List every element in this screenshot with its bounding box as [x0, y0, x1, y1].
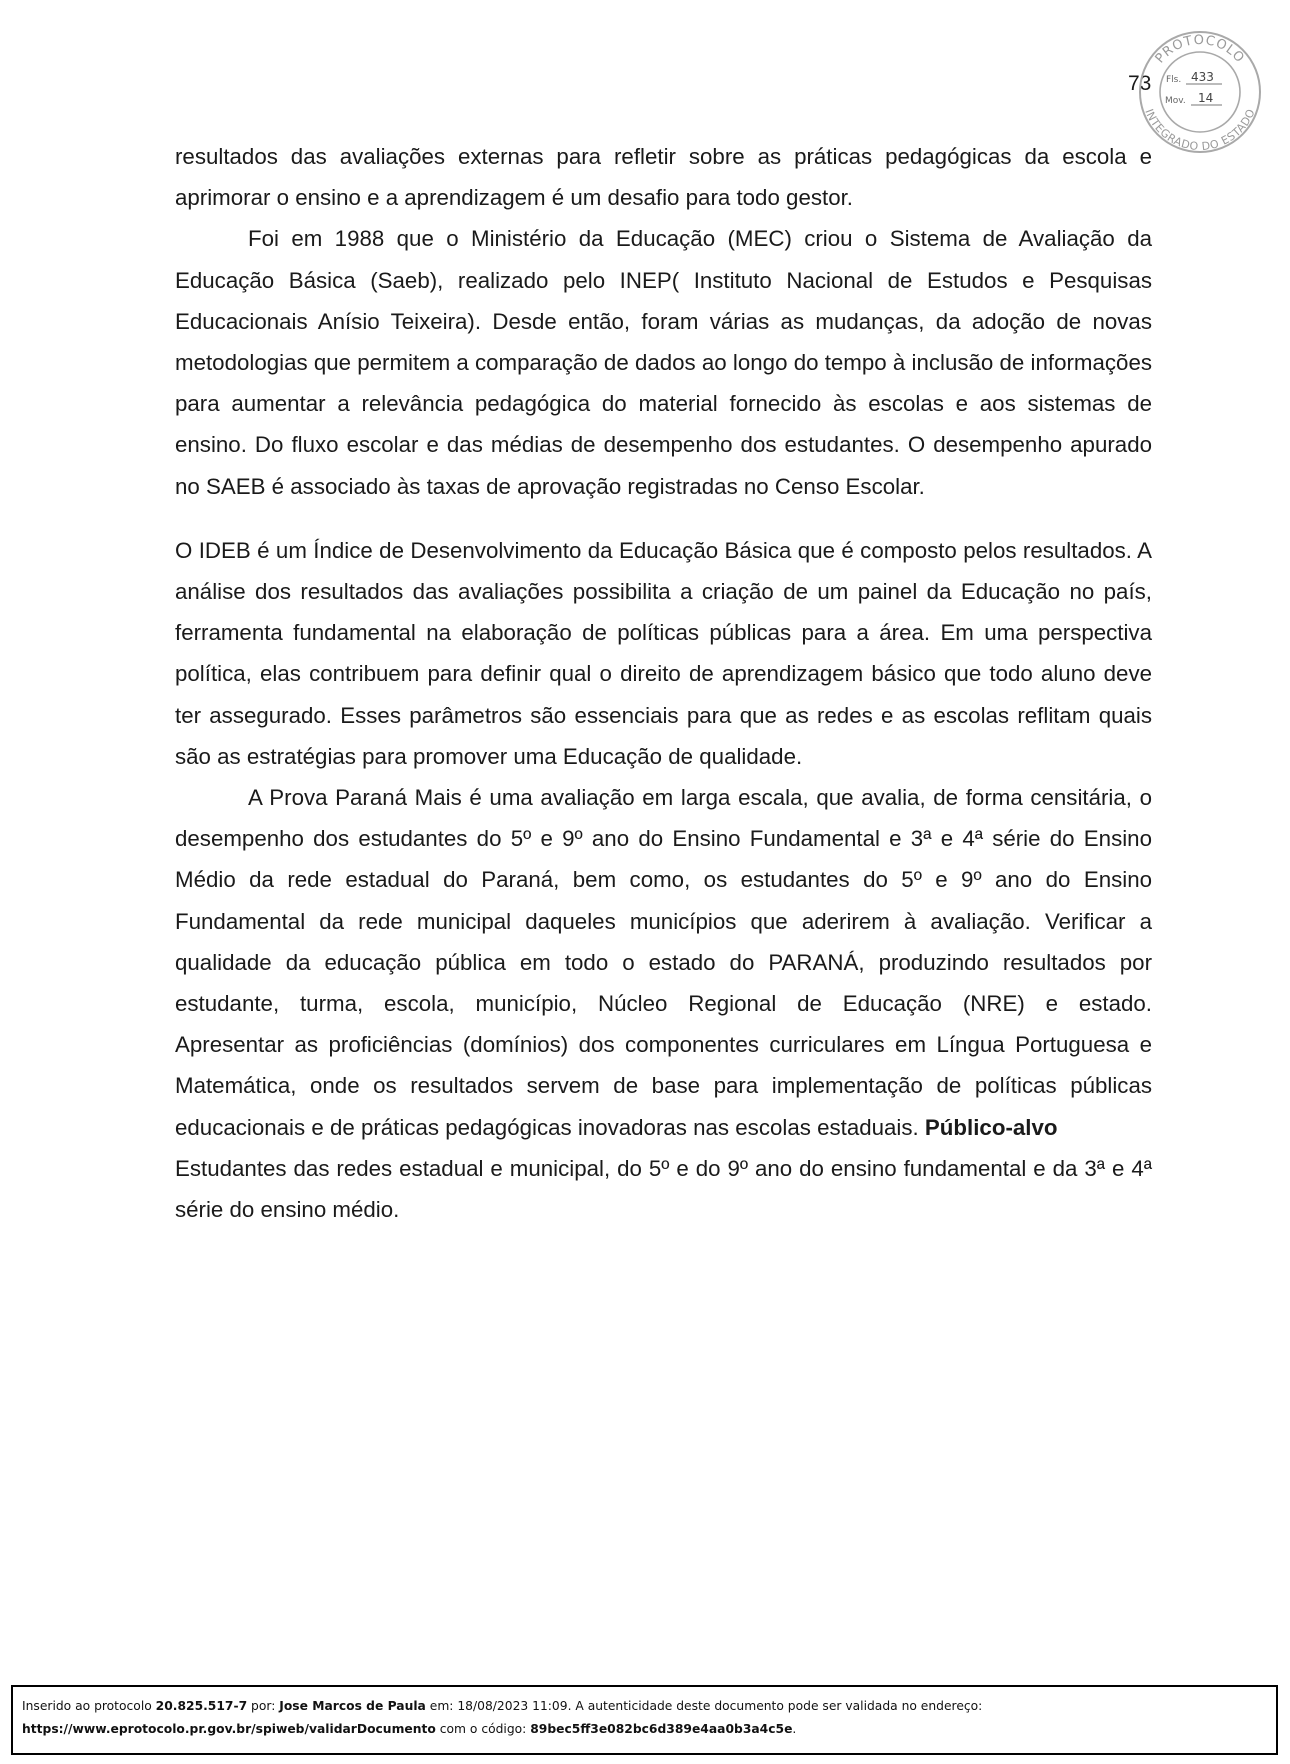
paragraph-5	[175, 1024, 1152, 1148]
stamp-ring-bottom: INTEGRADO DO ESTADO	[1142, 106, 1258, 154]
heading-publico-alvo: Público-alvo	[924, 1114, 1058, 1140]
page-number: 73	[1128, 72, 1152, 95]
footer-line-2	[22, 1718, 1267, 1741]
protocol-stamp	[1138, 30, 1262, 154]
paragraph-2: Foi em 1988 que o Ministério da Educação (MEC) criou o Sistema de Avaliação da Educação Básica (Saeb), realizado pelo INEP( Instituto Nacional de Estudos e Pesquisas Educacionais Anísio Teixeira). Desde então, foram várias as mudanças, da adoção de novas metodologias que permitem a comparação de dados ao longo do tempo à inclusão de informações para aumentar a relevância pedagógica do material fornecido às escolas e aos sistemas de ensino. Do fluxo escolar e das médias de desempenho dos estudantes. O desempenho apurado no SAEB é associado às taxas de aprovação registradas no Censo Escolar.	[175, 226, 1152, 499]
footer-text: em: 18/08/2023 11:09. A autenticidade deste documento pode ser validada no endereço:	[425, 1699, 983, 1713]
paragraph-3: O IDEB é um Índice de Desenvolvimento da Educação Básica que é composto pelos resultados. A análise dos resultados das avaliações possibilita a criação de um painel da Educação no país, ferramenta fundamental na elaboração de políticas públicas para a área. Em uma perspectiva política, elas contribuem para definir qual o direito de aprendizagem básico que todo aluno deve ter assegurado. Esses parâmetros são essenciais para que as redes e as escolas reflitam quais são as estratégias para promover uma Educação de qualidade.	[175, 537, 1152, 769]
paragraph-1: resultados das avaliações externas para refletir sobre as práticas pedagógicas da escola e aprimorar o ensino e a aprendizagem é um desafio para todo gestor.	[175, 144, 1152, 211]
footer-text: .	[792, 1722, 797, 1736]
svg-text:INTEGRADO DO ESTADO	[1142, 107, 1258, 153]
footer-text: Inserido ao protocolo	[22, 1699, 156, 1713]
footer-line-1	[22, 1695, 1267, 1718]
footer-protocol-box	[11, 1685, 1278, 1755]
stamp-ring-top: PROTOCOLO	[1152, 32, 1248, 67]
footer-validation-url[interactable]: https://www.eprotocolo.pr.gov.br/spiweb/validarDocumento	[22, 1722, 436, 1736]
footer-text: por:	[247, 1699, 280, 1713]
stamp-mov-value: 14	[1198, 91, 1214, 105]
paragraph-6: Estudantes das redes estadual e municipal, do 5º e do 9º ano do ensino fundamental e da 3ª e 4ª série do ensino médio.	[175, 1155, 1152, 1223]
stamp-fls-value: 433	[1191, 70, 1214, 84]
svg-text:PROTOCOLO	[1153, 33, 1248, 66]
footer-author: Jose Marcos de Paula	[279, 1699, 426, 1713]
paragraph-4: A Prova Paraná Mais é uma avaliação em larga escala, que avalia, de forma censitária, o desempenho dos estudantes do 5º e 9º ano do Ensino Fundamental e 3ª e 4ª série do Ensino Médio da rede estadual do Paraná, bem como, os estudantes do 5º e 9º ano do Ensino Fundamental da rede municipal daqueles municípios que aderirem à avaliação. Verificar a qualidade da educação pública em todo o estado do PARANÁ, produzindo resultados por estudante, turma, escola, município, Núcleo Regional de Educação (NRE) e estado.	[175, 785, 1152, 1017]
footer-protocol-number: 20.825.517-7	[155, 1699, 248, 1713]
stamp-mov-label: Mov.	[1165, 96, 1186, 106]
footer-validation-code: 89bec5ff3e082bc6d389e4aa0b3a4c5e	[530, 1722, 793, 1736]
document-body	[175, 136, 1152, 1230]
paragraph-5-text: Apresentar as proficiências (domínios) dos componentes curriculares em Língua Portuguesa e Matemática, onde os resultados servem de base para implementação de políticas públicas educacionais e de práticas pedagógicas inovadoras nas escolas estaduais.	[175, 1032, 1152, 1140]
stamp-fls-label: Fls.	[1166, 75, 1182, 85]
footer-text: com o código:	[435, 1722, 531, 1736]
